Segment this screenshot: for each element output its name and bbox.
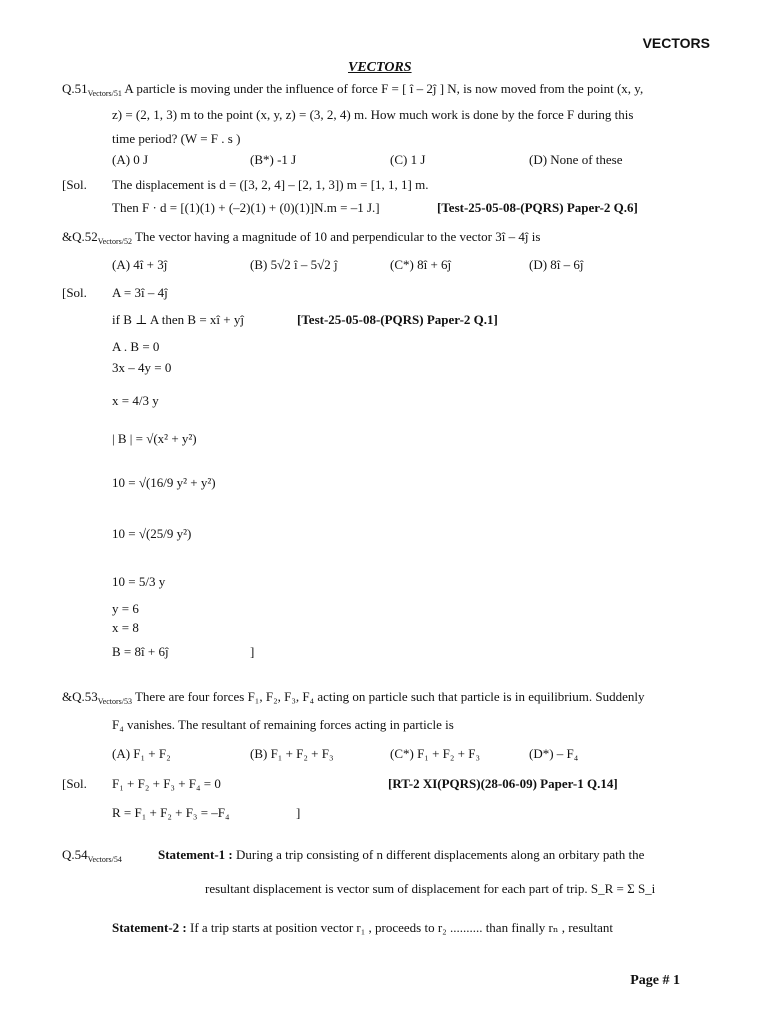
question-text: There are four forces F₁, F₂, F₃, F₄ acting on particle such that particle is in equilibrium. Suddenly [134,689,645,704]
solution-step: x = 4/3 y [112,393,159,408]
question-number: Q.54 [62,847,88,862]
solution-label: [Sol. [62,285,87,300]
choice-a: (A) F₁ + F₂ [112,746,171,761]
statement-1-formula: S_R = Σ S_i [590,881,656,896]
question-tag: Vectors/52 [97,237,132,246]
solution-step: B = 8î + 6ĵ [112,644,169,659]
question-tag: Vectors/53 [97,697,132,706]
solution-step: 10 = √(16/9 y² + y²) [112,475,216,490]
solution-step: if B ⊥ A then B = xî + yĵ [112,312,244,327]
solution-step: 3x – 4y = 0 [112,360,172,375]
solution-line2: R = F₁ + F₂ + F₃ = –F₄ [112,805,230,820]
question-text-line3: time period? (W = F . s ) [112,131,241,146]
choice-b: (B) F₁ + F₂ + F₃ [250,746,334,761]
choice-a: (A) 4î + 3ĵ [112,257,168,272]
source-reference: [Test-25-05-08-(PQRS) Paper-2 Q.1] [297,312,498,327]
question-text-line2: z) = (2, 1, 3) m to the point (x, y, z) = (3, 2, 4) m. How much work is done by the force F during this [112,107,634,122]
question-tag: Vectors/54 [87,855,122,864]
solution-label: [Sol. [62,776,87,791]
solution-step: y = 6 [112,601,139,616]
question-number: &Q.53 [62,689,98,704]
force-expression: F = [ î – 2ĵ ] N, is now moved from the point (x, y, [381,81,644,96]
solution-step: 10 = √(25/9 y²) [112,526,192,541]
question-text: The vector having a magnitude of 10 and perpendicular to the vector 3î – 4ĵ is [134,229,541,244]
choice-d: (D) 8î – 6ĵ [529,257,584,272]
choice-a: (A) 0 J [112,152,149,167]
question-text-line2: F₄ vanishes. The resultant of remaining forces acting in particle is [112,717,454,732]
question-number: &Q.52 [62,229,98,244]
solution-step: x = 8 [112,620,139,635]
solution-line2: Then F · d = [(1)(1) + (–2)(1) + (0)(1)]N.m = –1 J.] [112,200,380,215]
source-reference: [Test-25-05-08-(PQRS) Paper-2 Q.6] [437,200,638,215]
solution-close: ] [250,644,255,659]
choice-b: (B) 5√2 î – 5√2 ĵ [250,257,338,272]
statement-2-label: Statement-2 : [112,920,187,935]
choice-c: (C*) 8î + 6ĵ [390,257,452,272]
question-text: A particle is moving under the influence of force [124,81,378,96]
statement-2-text: If a trip starts at position vector r₁ , proceeds to r₂ .......... than finally rₙ , resultant [189,920,613,935]
solution-close: ] [296,805,301,820]
solution-step: 10 = 5/3 y [112,574,166,589]
question-tag: Vectors/51 [87,89,122,98]
solution-line1: The displacement is d = ([3, 2, 4] – [2, 1, 3]) m = [1, 1, 1] m. [112,177,429,192]
solution-step: A = 3î – 4ĵ [112,285,168,300]
statement-1-text: During a trip consisting of n different displacements along an orbitary path the [235,847,645,862]
choice-d: (D) None of these [529,152,623,167]
solution-line1: F₁ + F₂ + F₃ + F₄ = 0 [112,776,221,791]
solution-step: A . B = 0 [112,339,160,354]
choice-b: (B*) -1 J [250,152,297,167]
page-title: VECTORS [348,60,412,75]
statement-1-text2: resultant displacement is vector sum of displacement for each part of trip. [205,881,588,896]
page-number: Page # 1 [630,973,680,988]
running-header: VECTORS [642,35,710,51]
question-number: Q.51 [62,81,88,96]
choice-c: (C) 1 J [390,152,426,167]
choice-d: (D*) – F₄ [529,746,579,761]
statement-1-label: Statement-1 : [158,847,233,862]
solution-step: | B | = √(x² + y²) [112,431,197,446]
source-reference: [RT-2 XI(PQRS)(28-06-09) Paper-1 Q.14] [388,776,618,791]
solution-label: [Sol. [62,177,87,192]
choice-c: (C*) F₁ + F₂ + F₃ [390,746,481,761]
